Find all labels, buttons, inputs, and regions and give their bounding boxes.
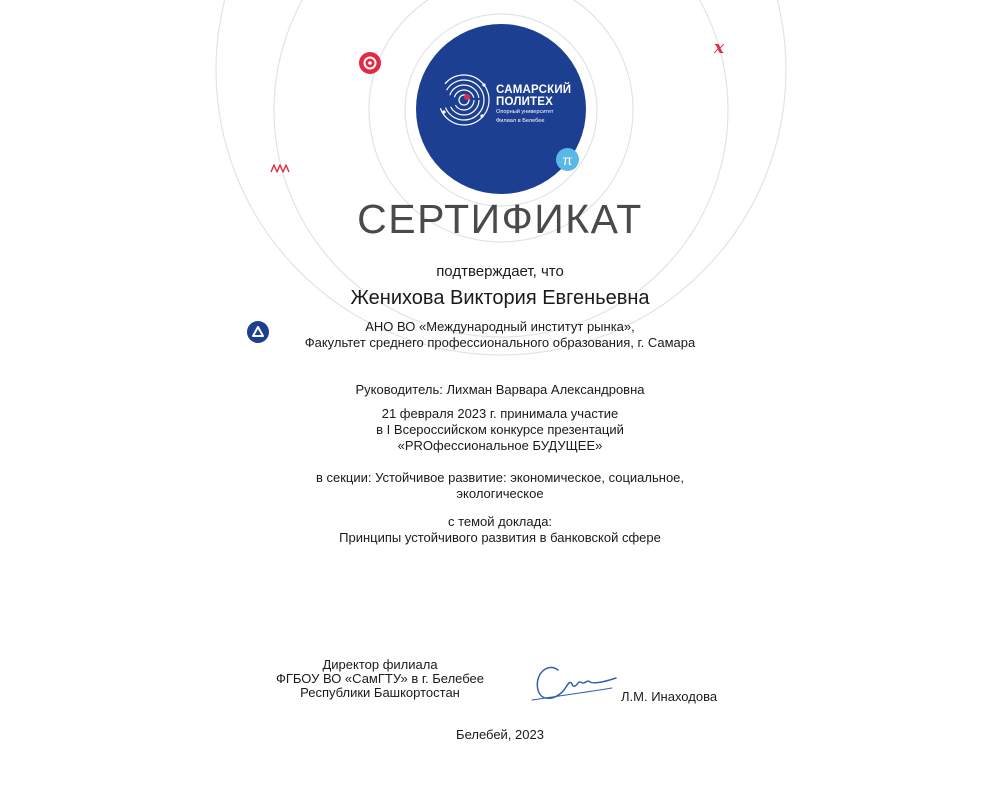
logo-branch: Филиал в Белебее [496, 117, 545, 124]
logo-tagline: Опорный университет [496, 109, 554, 115]
x-letter-icon: x [714, 38, 725, 58]
signatory-position [230, 658, 530, 700]
logo-name-line2: ПОЛИТЕХ [496, 95, 554, 108]
contest-name: «PROфессиональное БУДУЩЕЕ» [397, 438, 603, 453]
signatory-name: Л.М. Инаходова [621, 689, 718, 704]
target-icon [359, 52, 381, 74]
handwritten-signature [528, 656, 620, 712]
pi-icon [556, 148, 579, 171]
signatory-position-line-3: Республики Башкортостан [300, 685, 460, 700]
section-line-1: в секции: Устойчивое развитие: экономическое, социальное, [315, 470, 685, 485]
participation-line-2: в I Всероссийском конкурсе презентаций [376, 422, 624, 437]
section-line-2: экологическое [456, 486, 544, 501]
place-and-year: Белебей, 2023 [456, 727, 544, 742]
confirms-text: подтверждает, что [436, 263, 564, 280]
organization-line-2: Факультет среднего профессионального образования, г. Самара [304, 335, 696, 350]
report-topic: Принципы устойчивого развития в банковской сфере [339, 530, 661, 545]
logo-text [496, 85, 571, 124]
certificate-title: СЕРТИФИКАТ [357, 196, 643, 242]
signatory-position-line-2: ФГБОУ ВО «СамГТУ» в г. Белебее [275, 671, 485, 686]
participation-text [0, 406, 1000, 454]
logo-name-line1: САМАРСКИЙ [496, 84, 572, 96]
logo-orbit-emblem [434, 70, 496, 132]
participation-line-1: 21 февраля 2023 г. принимала участие [381, 406, 619, 421]
recipient-name: Женихова Виктория Евгеньевна [350, 287, 650, 309]
topic-text [0, 514, 1000, 546]
wave-icon [270, 163, 290, 175]
signatory-position-line-1: Директор филиала [322, 657, 438, 672]
topic-label: с темой доклада: [447, 514, 553, 529]
pi-symbol: π [562, 151, 573, 168]
section-text [0, 470, 1000, 502]
organization-line-1: АНО ВО «Международный институт рынка», [365, 319, 635, 334]
supervisor-text: Руководитель: Лихман Варвара Александровна [355, 382, 645, 397]
